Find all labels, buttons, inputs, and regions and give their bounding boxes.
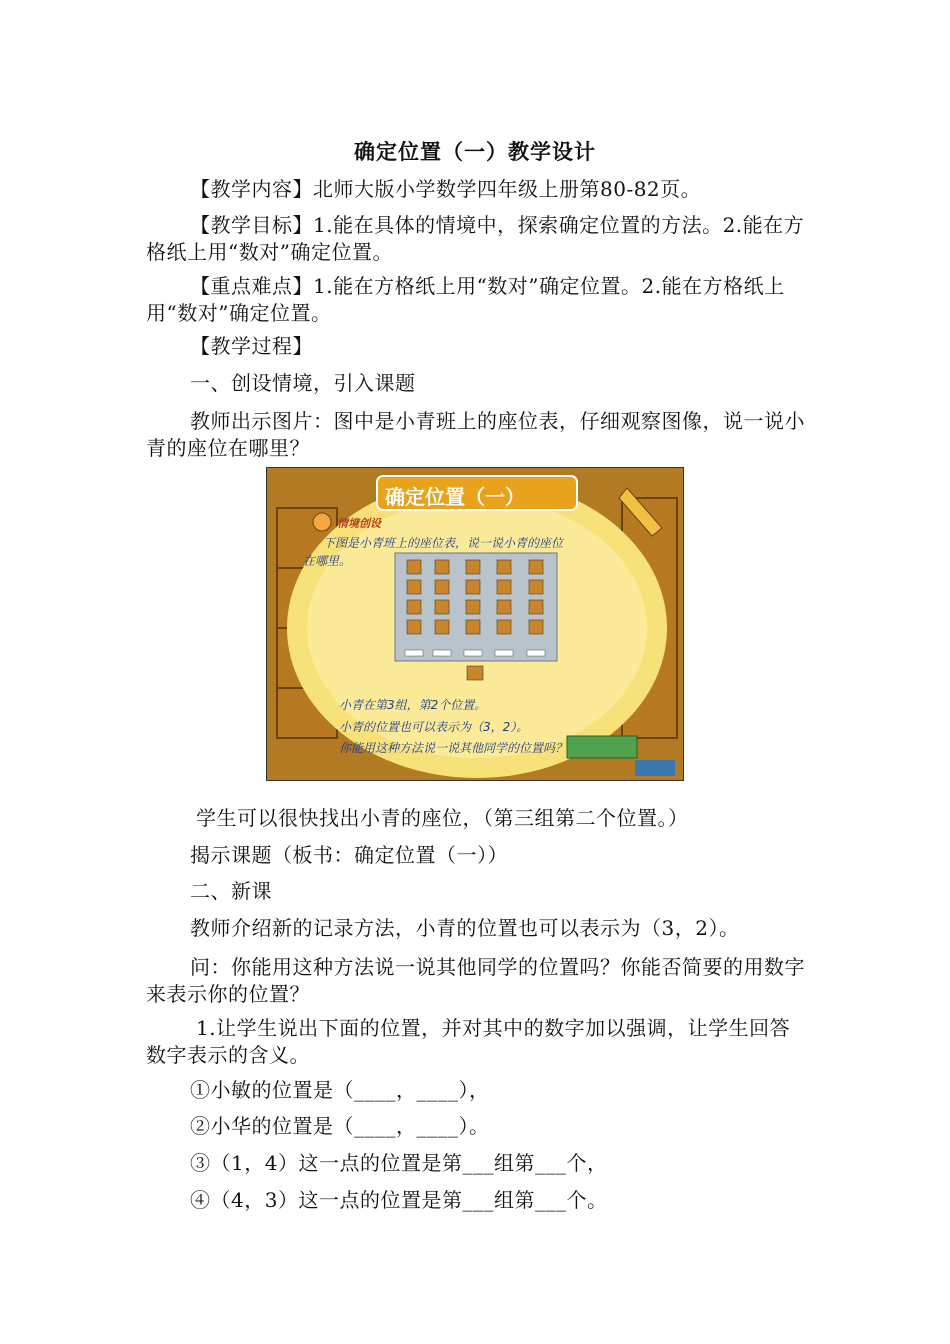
task-1: 1.让学生说出下面的位置，并对其中的数字加以强调，让学生回答数字表示的含义。 <box>146 1016 791 1067</box>
teaching-process-heading: 【教学过程】 <box>190 334 313 358</box>
reveal-topic: 揭示课题（板书：确定位置（一）） <box>190 843 508 867</box>
key-difficulties: 【重点难点】1.能在方格纸上用“数对”确定位置。2.能在方格纸上用“数对”确定位置。 <box>146 274 785 325</box>
method-paragraph: 教师介绍新的记录方法，小青的位置也可以表示为（3，2）。 <box>190 916 740 940</box>
question-4: ④（4，3）这一点的位置是第___组第___个。 <box>190 1188 608 1212</box>
intro-paragraph: 教师出示图片：图中是小青班上的座位表，仔细观察图像，说一说小青的座位在哪里？ <box>146 409 805 460</box>
teaching-content: 【教学内容】北师大版小学数学四年级上册第80-82页。 <box>190 177 702 201</box>
student-answer: 学生可以很快找出小青的座位，（第三组第二个位置。） <box>196 806 689 830</box>
document-title: 确定位置（一）教学设计 <box>354 139 596 164</box>
question-paragraph: 问：你能用这种方法说一说其他同学的位置吗？你能否简要的用数字来表示你的位置？ <box>146 955 805 1006</box>
question-1: ①小敏的位置是（____，____）， <box>190 1078 490 1102</box>
slide-banner: 确定位置（一） <box>385 485 525 509</box>
teaching-goals: 【教学目标】1.能在具体的情境中，探索确定位置的方法。2.能在方格纸上用“数对”确定位置。 <box>146 213 805 264</box>
section-2-heading: 二、新课 <box>190 879 272 903</box>
slide-line-2: 小青的位置也可以表示为（3，2）。 <box>339 720 529 734</box>
slide-tag: 情境创设 <box>337 517 381 530</box>
slide-prompt-line-2: 在哪里。 <box>303 554 352 568</box>
slide-prompt-line-1: 下图是小青班上的座位表，说一说小青的座位 <box>323 536 564 550</box>
seating-chart-slide <box>266 467 684 781</box>
slide-line-1: 小青在第3组，第2个位置。 <box>339 698 487 712</box>
section-1-heading: 一、创设情境，引入课题 <box>190 371 416 395</box>
slide-line-3: 你能用这种方法说一说其他同学的位置吗？ <box>339 741 568 755</box>
question-3: ③（1，4）这一点的位置是第___组第___个， <box>190 1151 608 1175</box>
question-2: ②小华的位置是（____，____）。 <box>190 1114 490 1138</box>
